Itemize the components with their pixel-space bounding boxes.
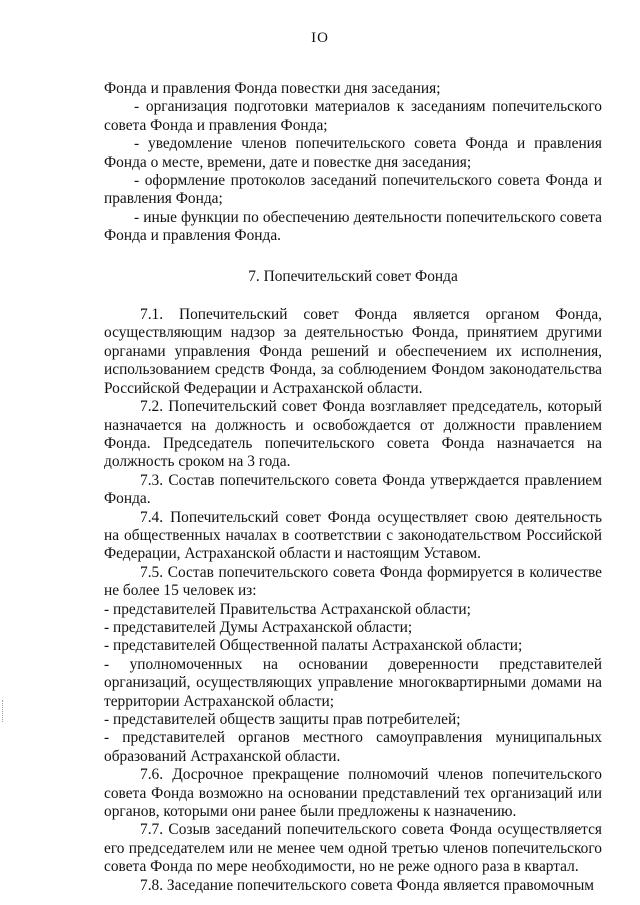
list-item: - представителей Думы Астраханской области;	[104, 618, 413, 636]
paragraph: 7.7. Созыв заседаний попечительского совета Фонда осуществляется его председателем или не менее чем одной третью членов попечительского совета Фонда по мере необходимости, но не реже одного раза в квартал.	[104, 821, 602, 876]
paragraph: - организация подготовки материалов к заседаниям попечительского совета Фонда и правления Фонда;	[104, 98, 602, 134]
list-item: - представителей органов местного самоуправления муниципальных образований Астраханской области.	[104, 729, 602, 765]
paragraph: 7.1. Попечительский совет Фонда является органом Фонда, осуществляющим надзор за деятельностью Фонда, принятием другими органами управления Фонда решений и обеспечением их исполнения, использованием средств Фонда, за соблюдением Фондом законодательства Российской Федерации и Астраханской области.	[104, 306, 602, 397]
paragraph: 7.4. Попечительский совет Фонда осуществляет свою деятельность на общественных началах в соответствии с законодательством Российской Федерации, Астраханской области и настоящим Уставом.	[104, 508, 602, 563]
paragraph: - оформление протоколов заседаний попечительского совета Фонда и правления Фонда;	[104, 172, 602, 208]
paragraph: 7.3. Состав попечительского совета Фонда утверждается правлением Фонда.	[104, 471, 602, 508]
paragraph: 7.5. Состав попечительского совета Фонда формируется в количестве не более 15 человек из:	[104, 563, 602, 600]
paragraph: 7.8. Заседание попечительского совета Фонда является правомочным	[140, 876, 595, 894]
paragraph: - уведомление членов попечительского совета Фонда и правления Фонда о месте, времени, дате и повестке дня заседания;	[104, 135, 602, 171]
list-item: - представителей обществ защиты прав потребителей;	[104, 711, 461, 728]
paragraph: Фонда и правления Фонда повестки дня заседания;	[104, 80, 441, 97]
paragraph: - иные функции по обеспечению деятельности попечительского совета Фонда и правления Фонда.	[104, 208, 602, 245]
list-item: - уполномоченных на основании доверенности представителей организаций, осуществляющих управление многоквартирными домами на территории Астраханской области;	[104, 655, 602, 710]
scan-margin-mark	[2, 700, 5, 722]
section-heading: 7. Попечительский совет Фонда	[248, 267, 458, 285]
page-number: IO	[311, 30, 329, 46]
document-body	[104, 80, 602, 895]
list-item: - представителей Правительства Астраханской области;	[104, 600, 471, 618]
paragraph: 7.6. Досрочное прекращение полномочий членов попечительского совета Фонда возможно на основании представлений тех организаций или органов, которыми они ранее были предложены к назначению.	[104, 766, 602, 821]
list-item: - представителей Общественной палаты Астраханской области;	[104, 637, 523, 655]
paragraph: 7.2. Попечительский совет Фонда возглавляет председатель, который назначается на должность и освобождается от должности правлением Фонда. Председатель попечительского совета Фонда назначается на должность сроком на 3 года.	[104, 398, 602, 471]
